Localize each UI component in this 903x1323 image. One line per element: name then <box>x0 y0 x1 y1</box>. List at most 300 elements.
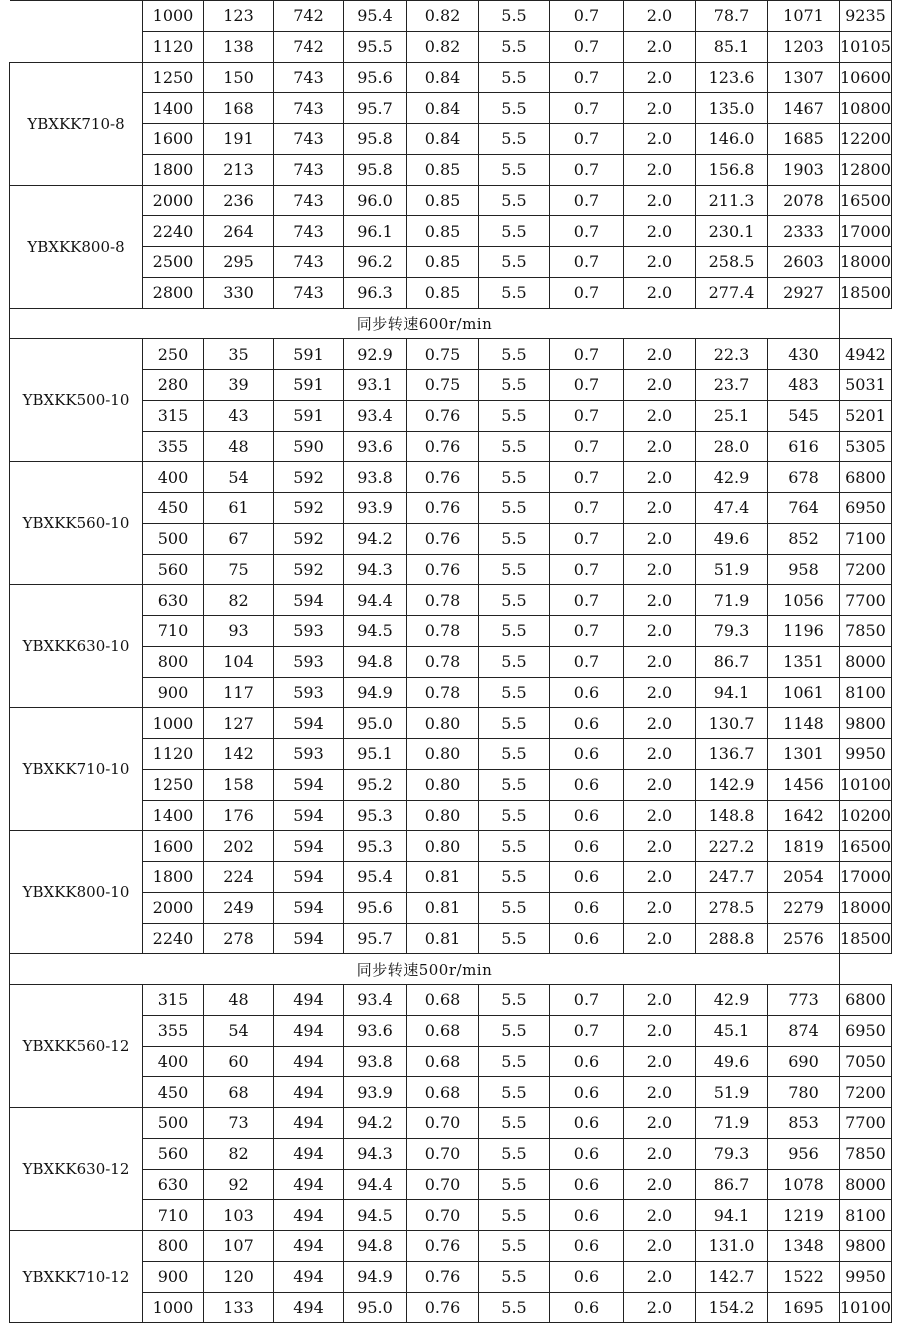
power-cell: 450 <box>143 1077 204 1108</box>
power-factor-cell: 0.84 <box>407 93 479 124</box>
efficiency-cell: 95.7 <box>344 93 407 124</box>
power-factor-cell: 0.80 <box>407 739 479 770</box>
current-cell: 43 <box>204 400 274 431</box>
weight-cell: 2054 <box>768 862 840 893</box>
locked-torque-cell: 0.7 <box>550 62 624 93</box>
power-cell: 1000 <box>143 1 204 32</box>
price-cell: 18500 <box>840 923 892 954</box>
locked-current-cell: 5.5 <box>479 431 550 462</box>
max-torque-cell: 2.0 <box>624 1 696 32</box>
price-cell: 17000 <box>840 216 892 247</box>
efficiency-cell: 94.3 <box>344 1138 407 1169</box>
locked-current-cell: 5.5 <box>479 739 550 770</box>
speed-cell: 593 <box>274 739 344 770</box>
rotor-inertia-cell: 51.9 <box>696 554 768 585</box>
max-torque-cell: 2.0 <box>624 154 696 185</box>
locked-torque-cell: 0.7 <box>550 646 624 677</box>
model-name-cell: YBXKK630-10 <box>10 585 143 708</box>
speed-cell: 592 <box>274 462 344 493</box>
max-torque-cell: 2.0 <box>624 523 696 554</box>
locked-current-cell: 5.5 <box>479 93 550 124</box>
weight-cell: 780 <box>768 1077 840 1108</box>
power-cell: 710 <box>143 1200 204 1231</box>
efficiency-cell: 94.3 <box>344 554 407 585</box>
rotor-inertia-cell: 71.9 <box>696 585 768 616</box>
efficiency-cell: 95.4 <box>344 1 407 32</box>
current-cell: 120 <box>204 1261 274 1292</box>
table-row <box>10 1169 892 1200</box>
power-cell: 500 <box>143 523 204 554</box>
efficiency-cell: 94.9 <box>344 1261 407 1292</box>
power-cell: 1120 <box>143 739 204 770</box>
current-cell: 48 <box>204 431 274 462</box>
current-cell: 330 <box>204 277 274 308</box>
max-torque-cell: 2.0 <box>624 923 696 954</box>
efficiency-cell: 95.8 <box>344 124 407 155</box>
weight-cell: 2078 <box>768 185 840 216</box>
rotor-inertia-cell: 78.7 <box>696 1 768 32</box>
table-row <box>10 1138 892 1169</box>
max-torque-cell: 2.0 <box>624 1108 696 1139</box>
speed-cell: 494 <box>274 1292 344 1323</box>
power-cell: 2800 <box>143 277 204 308</box>
power-cell: 1000 <box>143 1292 204 1323</box>
max-torque-cell: 2.0 <box>624 62 696 93</box>
speed-cell: 743 <box>274 62 344 93</box>
model-name-cell: YBXKK710-8 <box>10 62 143 185</box>
table-row <box>10 1015 892 1046</box>
rotor-inertia-cell: 71.9 <box>696 1108 768 1139</box>
power-factor-cell: 0.81 <box>407 923 479 954</box>
locked-current-cell: 5.5 <box>479 339 550 370</box>
locked-torque-cell: 0.6 <box>550 708 624 739</box>
power-cell: 450 <box>143 493 204 524</box>
weight-cell: 690 <box>768 1046 840 1077</box>
locked-torque-cell: 0.7 <box>550 523 624 554</box>
rotor-inertia-cell: 146.0 <box>696 124 768 155</box>
table-row <box>10 892 892 923</box>
locked-current-cell: 5.5 <box>479 462 550 493</box>
efficiency-cell: 94.4 <box>344 1169 407 1200</box>
weight-cell: 1301 <box>768 739 840 770</box>
locked-current-cell: 5.5 <box>479 277 550 308</box>
locked-torque-cell: 0.6 <box>550 1169 624 1200</box>
power-cell: 280 <box>143 370 204 401</box>
locked-current-cell: 5.5 <box>479 892 550 923</box>
table-row <box>10 1292 892 1323</box>
rotor-inertia-cell: 86.7 <box>696 1169 768 1200</box>
max-torque-cell: 2.0 <box>624 1169 696 1200</box>
max-torque-cell: 2.0 <box>624 646 696 677</box>
power-cell: 315 <box>143 985 204 1016</box>
max-torque-cell: 2.0 <box>624 1231 696 1262</box>
locked-current-cell: 5.5 <box>479 677 550 708</box>
power-factor-cell: 0.68 <box>407 985 479 1016</box>
power-cell: 2000 <box>143 892 204 923</box>
speed-cell: 594 <box>274 862 344 893</box>
locked-current-cell: 5.5 <box>479 1 550 32</box>
current-cell: 236 <box>204 185 274 216</box>
current-cell: 133 <box>204 1292 274 1323</box>
rotor-inertia-cell: 25.1 <box>696 400 768 431</box>
price-cell: 8100 <box>840 1200 892 1231</box>
weight-cell: 853 <box>768 1108 840 1139</box>
power-cell: 1250 <box>143 769 204 800</box>
table-row <box>10 462 892 493</box>
locked-torque-cell: 0.7 <box>550 1 624 32</box>
speed-cell: 593 <box>274 646 344 677</box>
power-factor-cell: 0.76 <box>407 400 479 431</box>
locked-torque-cell: 0.6 <box>550 862 624 893</box>
model-name-cell: YBXKK800-8 <box>10 185 143 308</box>
price-cell: 8000 <box>840 1169 892 1200</box>
power-cell: 1000 <box>143 708 204 739</box>
current-cell: 103 <box>204 1200 274 1231</box>
current-cell: 104 <box>204 646 274 677</box>
rotor-inertia-cell: 22.3 <box>696 339 768 370</box>
power-factor-cell: 0.76 <box>407 431 479 462</box>
power-factor-cell: 0.76 <box>407 1261 479 1292</box>
locked-torque-cell: 0.7 <box>550 370 624 401</box>
current-cell: 92 <box>204 1169 274 1200</box>
current-cell: 73 <box>204 1108 274 1139</box>
table-row <box>10 1200 892 1231</box>
weight-cell: 1348 <box>768 1231 840 1262</box>
price-cell: 7700 <box>840 1108 892 1139</box>
weight-cell: 1819 <box>768 831 840 862</box>
weight-cell: 545 <box>768 400 840 431</box>
current-cell: 35 <box>204 339 274 370</box>
locked-torque-cell: 0.6 <box>550 923 624 954</box>
power-factor-cell: 0.78 <box>407 646 479 677</box>
current-cell: 123 <box>204 1 274 32</box>
locked-torque-cell: 0.6 <box>550 739 624 770</box>
speed-cell: 594 <box>274 769 344 800</box>
rotor-inertia-cell: 130.7 <box>696 708 768 739</box>
locked-current-cell: 5.5 <box>479 800 550 831</box>
weight-cell: 1078 <box>768 1169 840 1200</box>
price-cell: 5201 <box>840 400 892 431</box>
model-name-cell: YBXKK630-12 <box>10 1108 143 1231</box>
power-factor-cell: 0.85 <box>407 154 479 185</box>
rotor-inertia-cell: 227.2 <box>696 831 768 862</box>
power-cell: 2240 <box>143 216 204 247</box>
power-cell: 1800 <box>143 154 204 185</box>
rotor-inertia-cell: 49.6 <box>696 1046 768 1077</box>
rotor-inertia-cell: 136.7 <box>696 739 768 770</box>
rotor-inertia-cell: 79.3 <box>696 1138 768 1169</box>
power-cell: 355 <box>143 431 204 462</box>
weight-cell: 1071 <box>768 1 840 32</box>
locked-torque-cell: 0.7 <box>550 247 624 278</box>
weight-cell: 1522 <box>768 1261 840 1292</box>
locked-current-cell: 5.5 <box>479 1200 550 1231</box>
rotor-inertia-cell: 211.3 <box>696 185 768 216</box>
price-cell: 7200 <box>840 554 892 585</box>
power-cell: 500 <box>143 1108 204 1139</box>
weight-cell: 2279 <box>768 892 840 923</box>
locked-current-cell: 5.5 <box>479 247 550 278</box>
efficiency-cell: 95.0 <box>344 1292 407 1323</box>
current-cell: 150 <box>204 62 274 93</box>
weight-cell: 1685 <box>768 124 840 155</box>
locked-torque-cell: 0.7 <box>550 554 624 585</box>
locked-current-cell: 5.5 <box>479 1077 550 1108</box>
locked-torque-cell: 0.7 <box>550 985 624 1016</box>
weight-cell: 2333 <box>768 216 840 247</box>
locked-current-cell: 5.5 <box>479 708 550 739</box>
efficiency-cell: 93.6 <box>344 1015 407 1046</box>
rotor-inertia-cell: 47.4 <box>696 493 768 524</box>
max-torque-cell: 2.0 <box>624 1261 696 1292</box>
locked-current-cell: 5.5 <box>479 1046 550 1077</box>
table-row <box>10 31 892 62</box>
price-cell: 12200 <box>840 124 892 155</box>
speed-cell: 494 <box>274 1138 344 1169</box>
power-cell: 1600 <box>143 831 204 862</box>
weight-cell: 1307 <box>768 62 840 93</box>
weight-cell: 1351 <box>768 646 840 677</box>
efficiency-cell: 94.9 <box>344 677 407 708</box>
current-cell: 54 <box>204 462 274 493</box>
efficiency-cell: 94.8 <box>344 646 407 677</box>
efficiency-cell: 96.2 <box>344 247 407 278</box>
rotor-inertia-cell: 278.5 <box>696 892 768 923</box>
table-body <box>10 1 892 1323</box>
locked-torque-cell: 0.6 <box>550 1200 624 1231</box>
price-cell: 8000 <box>840 646 892 677</box>
speed-cell: 743 <box>274 247 344 278</box>
max-torque-cell: 2.0 <box>624 124 696 155</box>
weight-cell: 1456 <box>768 769 840 800</box>
max-torque-cell: 2.0 <box>624 554 696 585</box>
price-cell: 6950 <box>840 1015 892 1046</box>
price-cell: 18500 <box>840 277 892 308</box>
speed-cell: 494 <box>274 1200 344 1231</box>
power-factor-cell: 0.80 <box>407 831 479 862</box>
efficiency-cell: 95.6 <box>344 892 407 923</box>
power-cell: 1400 <box>143 93 204 124</box>
rotor-inertia-cell: 148.8 <box>696 800 768 831</box>
max-torque-cell: 2.0 <box>624 1046 696 1077</box>
weight-cell: 764 <box>768 493 840 524</box>
power-factor-cell: 0.82 <box>407 1 479 32</box>
max-torque-cell: 2.0 <box>624 1138 696 1169</box>
weight-cell: 483 <box>768 370 840 401</box>
max-torque-cell: 2.0 <box>624 769 696 800</box>
rotor-inertia-cell: 277.4 <box>696 277 768 308</box>
current-cell: 107 <box>204 1231 274 1262</box>
weight-cell: 1903 <box>768 154 840 185</box>
power-factor-cell: 0.82 <box>407 31 479 62</box>
efficiency-cell: 93.1 <box>344 370 407 401</box>
table-row <box>10 277 892 308</box>
locked-torque-cell: 0.7 <box>550 400 624 431</box>
speed-cell: 591 <box>274 370 344 401</box>
efficiency-cell: 93.9 <box>344 1077 407 1108</box>
efficiency-cell: 95.5 <box>344 31 407 62</box>
table-row <box>10 862 892 893</box>
weight-cell: 1148 <box>768 708 840 739</box>
rotor-inertia-cell: 142.9 <box>696 769 768 800</box>
locked-current-cell: 5.5 <box>479 1261 550 1292</box>
power-cell: 1600 <box>143 124 204 155</box>
power-cell: 800 <box>143 646 204 677</box>
table-row <box>10 185 892 216</box>
price-cell: 5305 <box>840 431 892 462</box>
speed-cell: 742 <box>274 1 344 32</box>
price-cell: 16500 <box>840 185 892 216</box>
table-row <box>10 523 892 554</box>
price-cell: 4942 <box>840 339 892 370</box>
table-row <box>10 493 892 524</box>
model-name-cell: YBXKK800-10 <box>10 831 143 954</box>
power-factor-cell: 0.85 <box>407 247 479 278</box>
efficiency-cell: 94.5 <box>344 1200 407 1231</box>
locked-torque-cell: 0.6 <box>550 1046 624 1077</box>
locked-torque-cell: 0.7 <box>550 339 624 370</box>
price-cell: 9235 <box>840 1 892 32</box>
price-cell: 5031 <box>840 370 892 401</box>
current-cell: 82 <box>204 585 274 616</box>
max-torque-cell: 2.0 <box>624 339 696 370</box>
locked-current-cell: 5.5 <box>479 831 550 862</box>
weight-cell: 1219 <box>768 1200 840 1231</box>
max-torque-cell: 2.0 <box>624 400 696 431</box>
current-cell: 278 <box>204 923 274 954</box>
power-factor-cell: 0.68 <box>407 1077 479 1108</box>
locked-torque-cell: 0.7 <box>550 185 624 216</box>
power-cell: 630 <box>143 1169 204 1200</box>
speed-cell: 743 <box>274 277 344 308</box>
locked-torque-cell: 0.6 <box>550 892 624 923</box>
power-factor-cell: 0.76 <box>407 1292 479 1323</box>
power-factor-cell: 0.76 <box>407 493 479 524</box>
power-factor-cell: 0.85 <box>407 185 479 216</box>
rotor-inertia-cell: 23.7 <box>696 370 768 401</box>
locked-current-cell: 5.5 <box>479 1108 550 1139</box>
price-cell: 10100 <box>840 1292 892 1323</box>
speed-cell: 592 <box>274 554 344 585</box>
price-cell: 7050 <box>840 1046 892 1077</box>
current-cell: 117 <box>204 677 274 708</box>
price-cell: 12800 <box>840 154 892 185</box>
max-torque-cell: 2.0 <box>624 739 696 770</box>
speed-cell: 590 <box>274 431 344 462</box>
rotor-inertia-cell: 94.1 <box>696 1200 768 1231</box>
locked-torque-cell: 0.7 <box>550 31 624 62</box>
rotor-inertia-cell: 42.9 <box>696 985 768 1016</box>
max-torque-cell: 2.0 <box>624 247 696 278</box>
current-cell: 158 <box>204 769 274 800</box>
speed-cell: 494 <box>274 985 344 1016</box>
max-torque-cell: 2.0 <box>624 892 696 923</box>
weight-cell: 2576 <box>768 923 840 954</box>
current-cell: 54 <box>204 1015 274 1046</box>
price-cell: 9950 <box>840 1261 892 1292</box>
price-cell: 18000 <box>840 892 892 923</box>
current-cell: 168 <box>204 93 274 124</box>
efficiency-cell: 93.6 <box>344 431 407 462</box>
price-cell: 10105 <box>840 31 892 62</box>
locked-torque-cell: 0.6 <box>550 831 624 862</box>
locked-torque-cell: 0.7 <box>550 1015 624 1046</box>
locked-current-cell: 5.5 <box>479 523 550 554</box>
power-cell: 315 <box>143 400 204 431</box>
rotor-inertia-cell: 258.5 <box>696 247 768 278</box>
price-cell: 7850 <box>840 616 892 647</box>
power-cell: 710 <box>143 616 204 647</box>
table-row <box>10 677 892 708</box>
locked-current-cell: 5.5 <box>479 62 550 93</box>
locked-torque-cell: 0.6 <box>550 1077 624 1108</box>
power-factor-cell: 0.80 <box>407 708 479 739</box>
table-row <box>10 62 892 93</box>
price-cell: 10800 <box>840 93 892 124</box>
power-cell: 630 <box>143 585 204 616</box>
rotor-inertia-cell: 230.1 <box>696 216 768 247</box>
weight-cell: 1203 <box>768 31 840 62</box>
speed-cell: 594 <box>274 831 344 862</box>
efficiency-cell: 93.9 <box>344 493 407 524</box>
locked-torque-cell: 0.7 <box>550 154 624 185</box>
price-cell: 18000 <box>840 247 892 278</box>
table-row <box>10 370 892 401</box>
table-row <box>10 1 892 32</box>
table-row <box>10 124 892 155</box>
max-torque-cell: 2.0 <box>624 431 696 462</box>
current-cell: 249 <box>204 892 274 923</box>
weight-cell: 430 <box>768 339 840 370</box>
efficiency-cell: 93.8 <box>344 1046 407 1077</box>
power-cell: 900 <box>143 1261 204 1292</box>
speed-cell: 594 <box>274 892 344 923</box>
table-row <box>10 739 892 770</box>
efficiency-cell: 92.9 <box>344 339 407 370</box>
weight-cell: 1056 <box>768 585 840 616</box>
locked-torque-cell: 0.7 <box>550 462 624 493</box>
speed-header-row <box>10 308 892 339</box>
efficiency-cell: 95.0 <box>344 708 407 739</box>
power-factor-cell: 0.68 <box>407 1015 479 1046</box>
weight-cell: 1061 <box>768 677 840 708</box>
speed-cell: 591 <box>274 339 344 370</box>
power-factor-cell: 0.76 <box>407 523 479 554</box>
max-torque-cell: 2.0 <box>624 1015 696 1046</box>
model-name-cell <box>10 1 143 63</box>
table-row <box>10 339 892 370</box>
locked-current-cell: 5.5 <box>479 1169 550 1200</box>
power-cell: 1800 <box>143 862 204 893</box>
table-row <box>10 831 892 862</box>
current-cell: 39 <box>204 370 274 401</box>
locked-current-cell: 5.5 <box>479 646 550 677</box>
synchronous-speed-label: 同步转速600r/min <box>10 308 840 339</box>
table-row <box>10 247 892 278</box>
max-torque-cell: 2.0 <box>624 370 696 401</box>
price-cell: 17000 <box>840 862 892 893</box>
table-row <box>10 923 892 954</box>
locked-current-cell: 5.5 <box>479 1138 550 1169</box>
efficiency-cell: 93.4 <box>344 400 407 431</box>
power-cell: 400 <box>143 1046 204 1077</box>
locked-current-cell: 5.5 <box>479 923 550 954</box>
speed-cell: 592 <box>274 493 344 524</box>
price-cell: 7850 <box>840 1138 892 1169</box>
current-cell: 142 <box>204 739 274 770</box>
motor-spec-table <box>9 0 892 1323</box>
locked-current-cell: 5.5 <box>479 554 550 585</box>
